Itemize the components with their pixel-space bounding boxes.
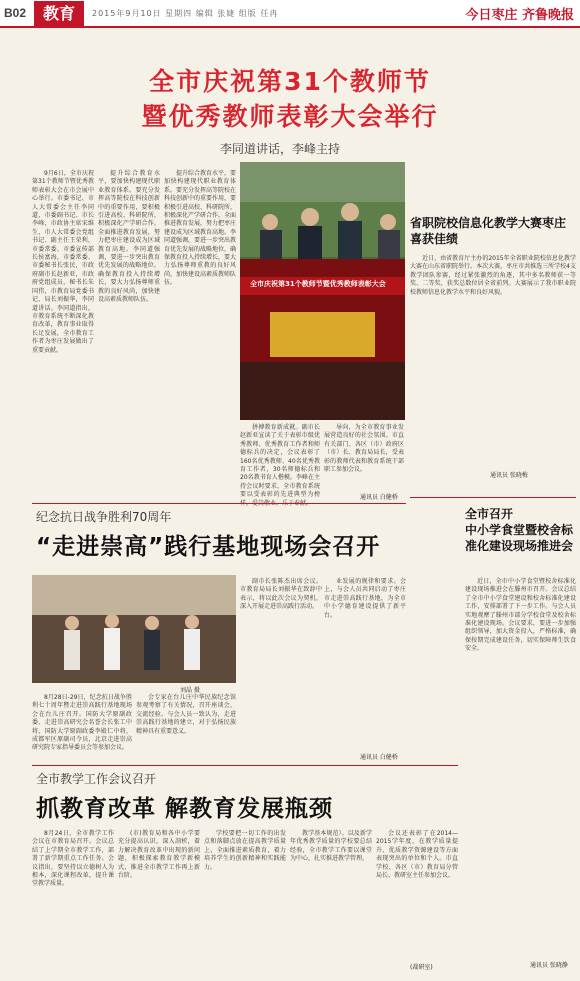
story2-column-3: 副市长张陈杰出席会议。市教育局局长刘振华在致辞中表示，将以此次会议为契机，深入开展走进崇高践行活动。 xyxy=(240,578,322,611)
story3-credit: (裁研室) xyxy=(410,964,433,971)
divider-lead xyxy=(32,503,406,504)
divider-sidebar xyxy=(410,497,576,498)
visit-photo xyxy=(32,575,236,683)
story3-column-4: 教学基本规范）。以及新学年优秀教学质量的学校要总结经验，全市教学工作要以课堂为中心，扎实推进教学管理。 xyxy=(290,830,372,863)
sidebar-vocational-title: 省职院校信息化教学大赛枣庄喜获佳绩 xyxy=(410,216,567,246)
divider-story2 xyxy=(32,765,458,766)
story2-credit: 通讯员 白健桥 xyxy=(360,754,398,761)
photo-credit: 刘晶 摄 xyxy=(180,687,200,694)
masthead xyxy=(0,0,580,28)
story3-column-3: 学校要把一切工作的出发点和落脚点放在提高教学质量上，全面推进素质教育，着力培养学生的创新精神和实践能力。 xyxy=(204,830,286,871)
story3-column-5: 会议还表彰了在2014—2015学年度，在教学质量提升、优质教学资源建设等方面表现突出的单位和个人。市直学校、各区（市）教育局分管局长、教研室主任参加会议。 xyxy=(376,830,458,880)
newspaper-brand: 今日枣庄 齐鲁晚报 xyxy=(465,8,574,23)
sidebar-canteen-body: 近日，全市中小学食堂暨校舍标准化建设现场推进会在滕州市召开。会议总结了全市中小学食堂建设和校舍标准化建设工作，安排部署了下一步工作。与会人员实地观摩了滕州市部分学校食堂及校舍标准化建设现场。会议要求，要进一步加强组织领导，加大资金投入，严格标准，确保按期完成建设任务，切实保障师生饮食安全。 xyxy=(465,578,576,653)
story3-column-2: (市)教育局和各中小学要充分提高认识，深入剖析，着力解决教育改革中出现的新问题，积极探索教育教学新模式，推进全市教学工作再上新台阶。 xyxy=(118,830,200,880)
lead-column-3: 提升综合教育水平，要加快构建现代职业教育体系。要充分发挥高等院校在科技创新中的重要作用，要积极引进高校、科研院所，积极深化产学研合作，全面推进教育发展，努力把枣庄建设成为区域教育高地。李同道强调，要进一步突出教育优先发展的战略地位，确保教育投入持续增长，要大力弘扬尊师重教的良好风尚，加快建设高素质教师队伍。 xyxy=(164,170,237,287)
lead-credit: 通讯员 白健桥 xyxy=(360,494,398,501)
lead-column-5: 导向，为全市教育事业发展营造良好的社会氛围。市直有关部门、各区（市）政府区（市）长、教育局局长，受表彰的教师代表和教育系统干部职工参加会议。 xyxy=(324,424,404,474)
story2-kicker: 纪念抗日战争胜利70周年 xyxy=(36,510,172,524)
lead-column-4: 拼搏教育新成就。副市长赵新亚宣读了关于表彰市级优秀教师、优秀教育工作者和师德标兵的决定，会议表彰了160名优秀教师、40名优秀教育工作者，30名师德标兵和20名教书育人楷模。李峰在主持会议时要求，全市教育系统要以受表彰的先进典型为榜 xyxy=(240,424,320,499)
story3-column-1: 8月24日，全市教学工作会议在市教育局召开。会议总结了上学期全市教学工作，部署了新学期重点工作任务。会议指出，要坚持以立德树人为根本，深化课程改革，提升课堂教学质量。 xyxy=(32,830,114,888)
sidebar-canteen-credit: 通讯员 张晓静 xyxy=(530,962,568,969)
sidebar-vocational-credit: 通讯员 张晓梅 xyxy=(490,472,528,479)
page-number: B02 xyxy=(4,6,27,20)
lead-column-2: 提升综合教育水平，要加快构建现代职业教育体系。要充分发挥高等院校在科技创新中的重要作用，要积极引进高校、科研院所，积极深化产学研合作，全面推进教育发展，努力把枣庄建设成为区域教育高地。李同道强调，要进一步突出教育优先发展的战略地位，确保教育投入持续增长，要大力弘扬尊师重教的良好风尚，加快建设高素质教师队伍。 xyxy=(98,170,160,304)
lead-column-1: 9月6日，全市庆祝第31个教师节暨优秀教师表彰大会在市会展中心举行。市委书记、市人大常委会主任李同道，市委副书记、市长李峰，市政协主席宋维生，市人大常委会党组书记、副主任王荣利，市委常委、市委宣传部长侯富海，市委常委、市委秘书长张民，市政府副市长赵新亚，市政府党组成员、秘书长朱国伟，市教育局党委书记、局长刘振华，李同道讲话。李同道指出，市教育系统不断深化教育改革，教育事业取得长足发展，全市教育工作者为枣庄发展做出了重要贡献。 xyxy=(32,170,94,354)
lead-headline-line2: 暨优秀教师表彰大会举行 xyxy=(141,102,439,131)
lead-headline-line1: 全市庆祝第31个教师节 xyxy=(149,67,431,96)
banner-text: 全市庆祝第31个教师节暨优秀教师表彰大会 xyxy=(250,280,386,288)
story2-column-4: 业发展的规律和要求。会上，与会人员共同启动了枣庄市走进崇高践行基地，为全市中小学德育建设提供了新平台。 xyxy=(324,578,406,619)
story2-headline: “走进崇高”践行基地现场会召开 xyxy=(36,534,381,560)
sidebar-canteen-tag: 全市召开 xyxy=(465,507,514,521)
ceremony-photo xyxy=(240,162,405,420)
section-label: 教育 xyxy=(34,1,84,26)
issue-meta: 2015年9月10日 星期四 编辑 张婕 组版 任冉 xyxy=(92,9,279,18)
sidebar-vocational-body: 近日，由省教育厅主办的2015年全省职业院校信息化教学大赛在山东省职院举行。本次大赛，枣庄市共推选三所学校4支教学团队参赛，经过紧张激烈的角逐，其中多名教师获一等奖、二等奖，获奖总数位居全省前列。大赛展示了我市职业院校教师信息化教学水平和良好风貌。 xyxy=(410,255,576,296)
sidebar-vocational xyxy=(410,215,576,247)
story3-kicker: 全市教学工作会议召开 xyxy=(36,772,157,786)
story2-column-2: 会专家在台儿庄中华民族纪念馆参观考察了有关情况，召开座谈会，交流经验。与会人员一致认为，走进崇高践行基地的建立，对于弘扬民族精神具有重要意义。 xyxy=(136,694,236,735)
lead-subhead: 李同道讲话，李峰主持 xyxy=(220,142,341,156)
story2-column-1: 8月28日-29日，纪念抗日战争胜利七十周年暨走进崇高践行基地现场会在台儿庄召开。国防大学原副政委、走进崇高研究会名誉会长张工中将，国防大学原副政委李殿仁中将，成都军区原副司令员，北京走进崇高研究院专家指导委员会等参加会议。 xyxy=(32,694,132,752)
sidebar-canteen-title: 中小学食堂暨校舍标准化建设现场推进会 xyxy=(465,523,574,553)
story3-headline: 抓教育改革 解教育发展瓶颈 xyxy=(36,796,334,822)
